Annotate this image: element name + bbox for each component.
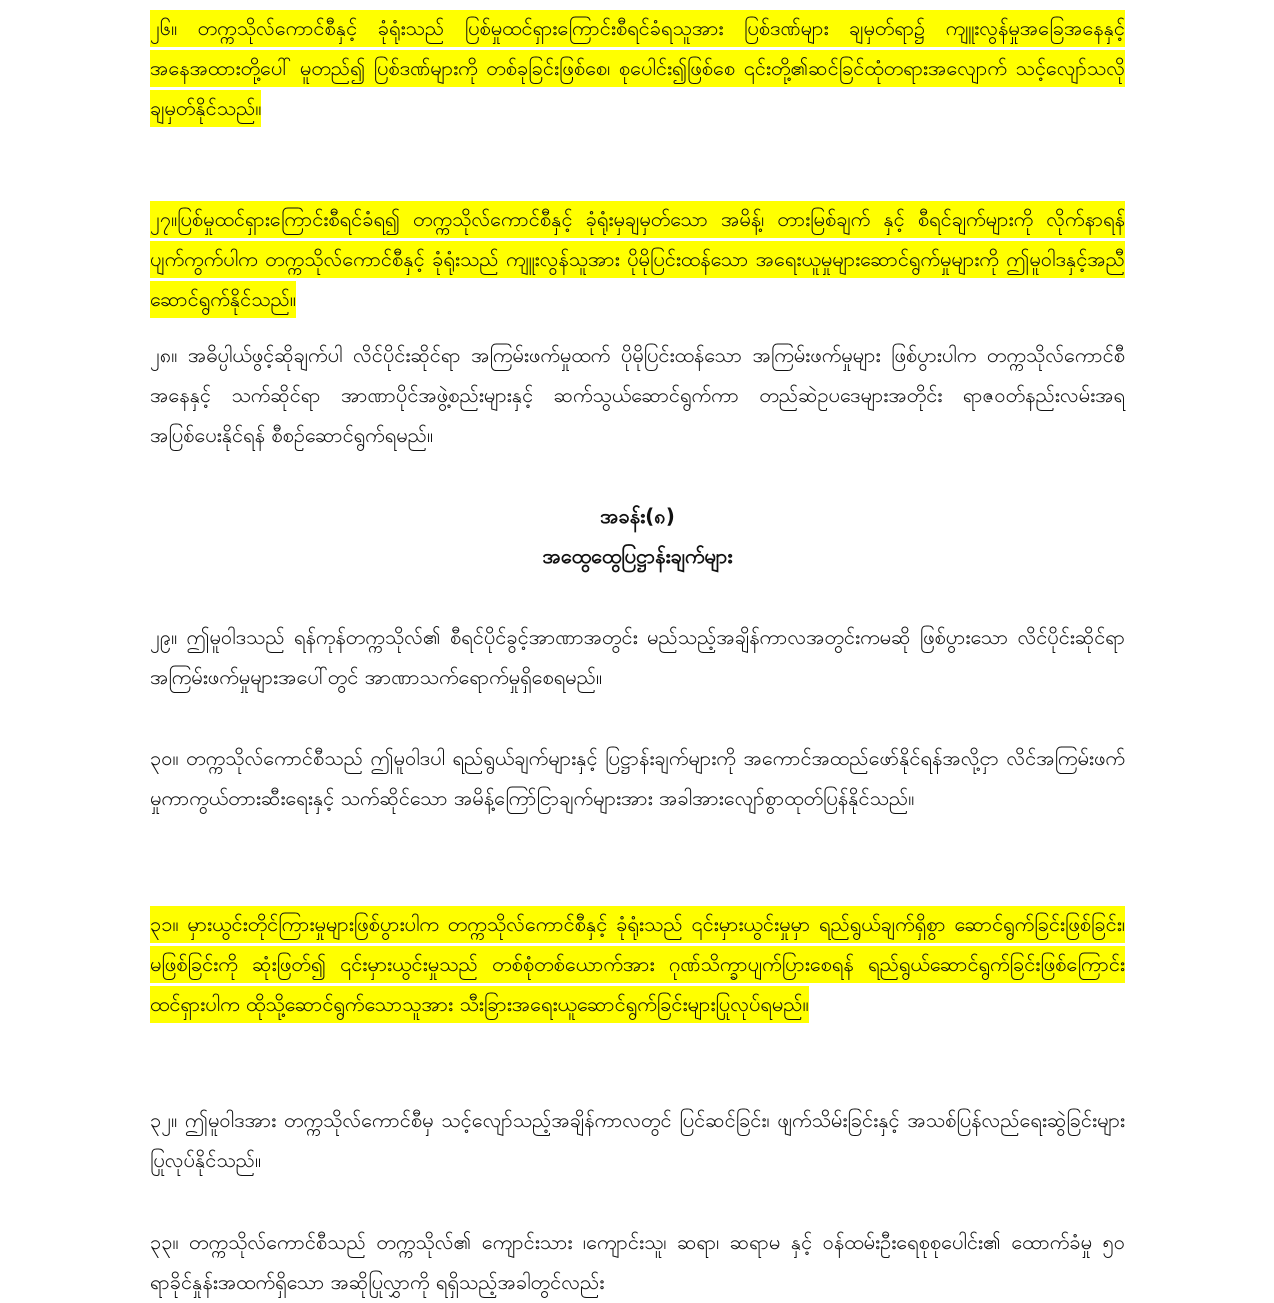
chapter-title: အထွေထွေပြဋ္ဌာန်းချက်များ [542, 544, 733, 568]
paragraph-29 [150, 617, 1125, 697]
paragraph-33-text: ၃၃။ တက္ကသိုလ်ကောင်စီသည် တက္ကသိုလ်၏ ကျောင်းသား ၊ကျောင်းသူ၊ ဆရာ၊ ဆရာမ နှင့် ဝန်ထမ်းဦးရေစုစုပေါင်း၏ ထောက်ခံမှု ၅၀ ရာခိုင်နှုန်းအထက်ရှိသော အဆိုပြုလွှာကို ရရှိသည့်အခါတွင်လည်း [150, 1230, 1125, 1294]
chapter-number: အခန်း(၈) [600, 504, 675, 528]
paragraph-28-text: ၂၈။ အဓိပ္ပါယ်ဖွင့်ဆိုချက်ပါ လိင်ပိုင်းဆိုင်ရာ အကြမ်းဖက်မှုထက် ပိုမိုပြင်းထန်သော အကြမ်းဖက်မှုများ ဖြစ်ပွားပါက တက္ကသိုလ်ကောင်စီ အနေနှင့် သက်ဆိုင်ရာ အာဏာပိုင်အဖွဲ့စည်းများနှင့် ဆက်သွယ်ဆောင်ရွက်ကာ တည်ဆဲဥပဒေများအတိုင်း ရာဇဝတ်နည်းလမ်းအရ အပြစ်ပေးနိုင်ရန် စီစဥ်ဆောင်ရွက်ရမည်။ [150, 343, 1125, 447]
paragraph-30 [150, 738, 1125, 818]
paragraph-28 [150, 335, 1125, 455]
paragraph-31 [150, 904, 1125, 1024]
paragraph-27 [150, 199, 1125, 319]
paragraph-31-text: ၃၁။ မှားယွင်းတိုင်ကြားမှုများဖြစ်ပွားပါက တက္ကသိုလ်ကောင်စီနှင့် ခုံရုံးသည် ၎င်းမှားယွင်းမှုမှာ ရည်ရွယ်ချက်ရှိစွာ ဆောင်ရွက်ခြင်းဖြစ်ခြင်း၊ မဖြစ်ခြင်းကို ဆုံးဖြတ်၍ ၎င်းမှားယွင်းမှုသည် တစ်စုံတစ်ယောက်အား ဂုဏ်သိက္ခာပျက်ပြားစေရန် ရည်ရွယ်ဆောင်ရွက်ခြင်းဖြစ်ကြောင်း ထင်ရှားပါက ထိုသို့ဆောင်ရွက်သောသူအား သီးခြားအရေးယူဆောင်ရွက်ခြင်းများပြုလုပ်ရမည်။ [150, 906, 1125, 1023]
paragraph-27-text: ၂၇။ပြစ်မှုထင်ရှားကြောင်းစီရင်ခံရ၍ တက္ကသိုလ်ကောင်စီနှင့် ခုံရုံးမှချမှတ်သော အမိန့်၊ တားမြစ်ချက် နှင့် စီရင်ချက်များကို လိုက်နာရန် ပျက်ကွက်ပါက တက္ကသိုလ်ကောင်စီနှင့် ခုံရုံးသည် ကျူးလွန်သူအား ပိုမိုပြင်းထန်သော အရေးယူမှုများဆောင်ရွက်မှုများကို ဤမူဝါဒနှင့်အညီဆောင်ရွက်နိုင်သည်။ [150, 201, 1125, 318]
paragraph-26 [150, 8, 1125, 128]
paragraph-26-text: ၂၆။ တက္ကသိုလ်ကောင်စီနှင့် ခုံရုံးသည် ပြစ်မှုထင်ရှားကြောင်းစီရင်ခံရသူအား ပြစ်ဒဏ်များ ချမှတ်ရာ၌ ကျူးလွန်မှုအခြေအနေနှင့် အနေအထားတို့ပေါ် မူတည်၍ ပြစ်ဒဏ်များကို တစ်ခုခြင်းဖြစ်စေ၊ စုပေါင်း၍ဖြစ်စေ ၎င်းတို့၏ဆင်ခြင်ထုံတရားအလျောက် သင့်လျော်သလို ချမှတ်နိုင်သည်။ [150, 10, 1125, 127]
paragraph-33 [150, 1222, 1125, 1302]
paragraph-29-text: ၂၉။ ဤမူဝါဒသည် ရန်ကုန်တက္ကသိုလ်၏ စီရင်ပိုင်ခွင့်အာဏာအတွင်း မည်သည့်အချိန်ကာလအတွင်းကမဆို ဖြစ်ပွားသော လိင်ပိုင်းဆိုင်ရာအကြမ်းဖက်မှုများအပေါ်တွင် အာဏာသက်ရောက်မှုရှိစေရမည်။ [150, 625, 1125, 689]
paragraph-30-text: ၃၀။ တက္ကသိုလ်ကောင်စီသည် ဤမူဝါဒပါ ရည်ရွယ်ချက်များနှင့် ပြဋ္ဌာန်းချက်များကို အကောင်အထည်ဖော်နိုင်ရန်အလို့ငှာ လိင်အကြမ်းဖက်မှုကာကွယ်တားဆီးရေးနှင့် သက်ဆိုင်သော အမိန့်ကြော်ငြာချက်များအား အခါအားလျော်စွာထုတ်ပြန်နိုင်သည်။ [150, 746, 1125, 810]
paragraph-32-text: ၃၂။ ဤမူဝါဒအား တက္ကသိုလ်ကောင်စီမှ သင့်လျော်သည့်အချိန်ကာလတွင် ပြင်ဆင်ခြင်း၊ ဖျက်သိမ်းခြင်းနှင့် အသစ်ပြန်လည်ရေးဆွဲခြင်းများ ပြုလုပ်နိုင်သည်။ [150, 1108, 1125, 1172]
paragraph-32 [150, 1100, 1125, 1180]
